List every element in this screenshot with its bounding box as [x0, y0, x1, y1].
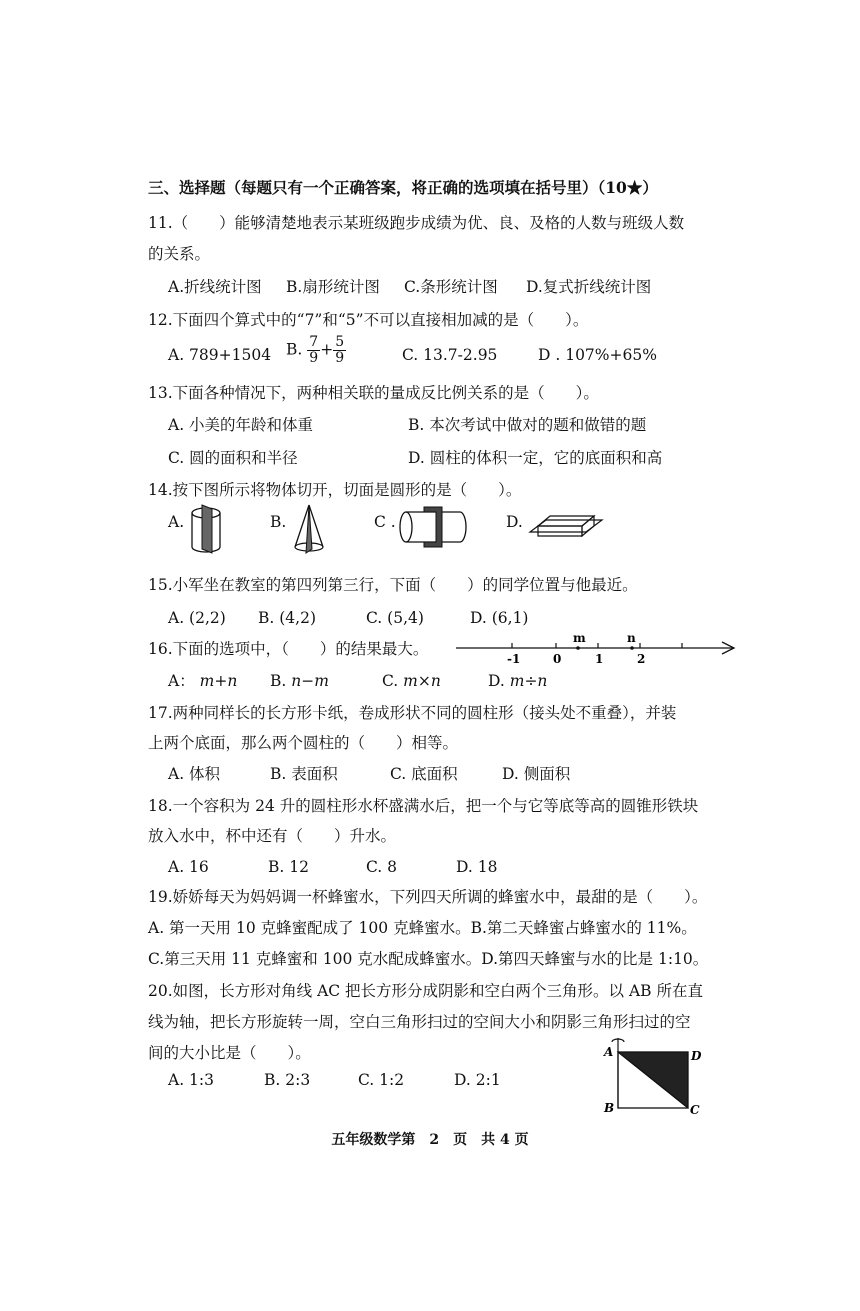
- figure-label-b: B: [604, 1101, 615, 1115]
- q12-option-b-letter: B.: [286, 340, 303, 359]
- q15-option-a: A. (2,2): [168, 609, 226, 627]
- section-title: 三、选择题（每题只有一个正确答案，将正确的选项填在括号里）（10★）: [148, 178, 658, 197]
- q20-option-c: C. 1:2: [358, 1071, 405, 1089]
- q14-option-d: D.: [506, 513, 523, 531]
- cut-cuboid-horizontal-icon: [526, 506, 606, 540]
- q16-option-a-expr: m+n: [199, 672, 238, 690]
- q16-option-b-letter: B.: [270, 672, 287, 690]
- q15-option-d: D. (6,1): [470, 609, 529, 627]
- q11-option-a: A.折线统计图: [168, 278, 262, 296]
- q20-option-d: D. 2:1: [454, 1071, 501, 1089]
- q18-option-c: C. 8: [366, 858, 398, 876]
- q20-option-a: A. 1:3: [168, 1071, 214, 1089]
- q15-option-b: B. (4,2): [258, 609, 316, 627]
- numberline-label-0: 0: [553, 652, 562, 666]
- q16-line-1: 16.下面的选项中，（ ）的结果最大。: [148, 640, 429, 658]
- q17-line-2: 上两个底面，那么两个圆柱的（ ）相等。: [148, 734, 459, 752]
- figure-label-d: D: [691, 1049, 702, 1063]
- q11-option-c: C.条形统计图: [404, 278, 498, 296]
- numberline-label-neg1: -1: [507, 652, 521, 666]
- q12-option-c: C. 13.7-2.95: [402, 346, 498, 364]
- rectangle-rotation-figure: [596, 1036, 706, 1118]
- q16-option-b-expr: n−m: [291, 672, 329, 690]
- cut-cylinder-vertical-icon: [186, 503, 226, 555]
- q18-option-d: D. 18: [456, 858, 498, 876]
- q17-line-1: 17.两种同样长的长方形卡纸，卷成形状不同的圆柱形（接头处不重叠），并装: [148, 704, 677, 722]
- fraction-5-9: [333, 335, 346, 366]
- number-line: [452, 628, 742, 668]
- q13-option-a: A. 小美的年龄和体重: [168, 416, 314, 434]
- q13-option-d: D. 圆柱的体积一定，它的底面积和高: [408, 449, 663, 467]
- q18-line-1: 18.一个容积为 24 升的圆柱形水杯盛满水后，把一个与它等底等高的圆锥形铁块: [148, 797, 699, 815]
- q20-line-3: 间的大小比是（ ）。: [148, 1044, 311, 1062]
- q16-option-c: [382, 671, 441, 691]
- plus-sign: +: [320, 340, 334, 359]
- q20-option-b: B. 2:3: [264, 1071, 311, 1089]
- q11-option-d: D.复式折线统计图: [526, 278, 652, 296]
- q11-line-2: 的关系。: [148, 245, 211, 263]
- q15-option-c: C. (5,4): [366, 609, 424, 627]
- numberline-label-2: 2: [637, 652, 646, 666]
- q16-option-a-letter: A：: [168, 672, 195, 690]
- page-footer: 五年级数学第 2 页 共 4 页: [331, 1132, 529, 1148]
- fraction-denominator: 9: [335, 350, 345, 366]
- q19-line-1: 19.娇娇每天为妈妈调一杯蜂蜜水，下列四天所调的蜂蜜水中，最甜的是（ ）。: [148, 888, 708, 906]
- fraction-7-9: [307, 335, 320, 366]
- q17-option-c: C. 底面积: [390, 765, 458, 783]
- numberline-label-1: 1: [595, 652, 604, 666]
- figure-label-c: C: [690, 1103, 700, 1117]
- q18-option-a: A. 16: [168, 858, 209, 876]
- q13-option-b: B. 本次考试中做对的题和做错的题: [408, 416, 647, 434]
- cut-cone-vertical-icon: [292, 503, 326, 555]
- q12-option-a: A. 789+1504: [168, 346, 272, 364]
- q16-option-a: [168, 671, 237, 691]
- q18-option-b: B. 12: [268, 858, 309, 876]
- numberline-point-n: n: [627, 631, 636, 645]
- q14-line-1: 14.按下图所示将物体切开，切面是圆形的是（ ）。: [148, 481, 522, 499]
- cut-cylinder-horizontal-icon: [398, 504, 470, 550]
- fraction-numerator: 7: [309, 334, 319, 350]
- q20-line-1: 20.如图，长方形对角线 AC 把长方形分成阴影和空白两个三角形。以 AB 所在直: [148, 982, 703, 1000]
- q14-option-a: A.: [168, 513, 185, 531]
- q16-option-d-letter: D.: [488, 672, 505, 690]
- q12-option-d: D . 107%+65%: [538, 346, 657, 364]
- q11-option-b: B.扇形统计图: [286, 278, 380, 296]
- fraction-numerator: 5: [335, 334, 345, 350]
- q13-option-c: C. 圆的面积和半径: [168, 449, 298, 467]
- q17-option-b: B. 表面积: [270, 765, 338, 783]
- q17-option-a: A. 体积: [168, 765, 221, 783]
- q12-option-b: [286, 335, 346, 366]
- fraction-denominator: 9: [309, 350, 319, 366]
- q20-line-2: 线为轴，把长方形旋转一周，空白三角形扫过的空间大小和阴影三角形扫过的空: [148, 1013, 691, 1031]
- q14-option-b: B.: [270, 513, 287, 531]
- numberline-point-m: m: [573, 631, 586, 645]
- figure-label-a: A: [604, 1045, 614, 1059]
- q14-option-c: C .: [374, 513, 396, 531]
- q19-line-3: C.第三天用 11 克蜂蜜和 100 克水配成蜂蜜水。D.第四天蜂蜜与水的比是 1:10。: [148, 950, 709, 968]
- q15-line-1: 15.小军坐在教室的第四列第三行，下面（ ）的同学位置与他最近。: [148, 576, 638, 594]
- q12-line-1: 12.下面四个算式中的“7”和“5”不可以直接相加减的是（ ）。: [148, 311, 589, 329]
- q16-option-d: [488, 671, 547, 691]
- q16-option-b: [270, 671, 329, 691]
- q16-option-c-expr: m×n: [403, 672, 441, 690]
- q18-line-2: 放入水中，杯中还有（ ）升水。: [148, 827, 397, 845]
- q17-option-d: D. 侧面积: [502, 765, 571, 783]
- q13-line-1: 13.下面各种情况下，两种相关联的量成反比例关系的是（ ）。: [148, 384, 599, 402]
- q16-option-d-expr: m÷n: [509, 672, 548, 690]
- q16-option-c-letter: C.: [382, 672, 399, 690]
- q19-line-2: A. 第一天用 10 克蜂蜜配成了 100 克蜂蜜水。B.第二天蜂蜜占蜂蜜水的 11%。: [148, 919, 697, 937]
- q11-line-1: 11.（ ）能够清楚地表示某班级跑步成绩为优、良、及格的人数与班级人数: [148, 214, 685, 232]
